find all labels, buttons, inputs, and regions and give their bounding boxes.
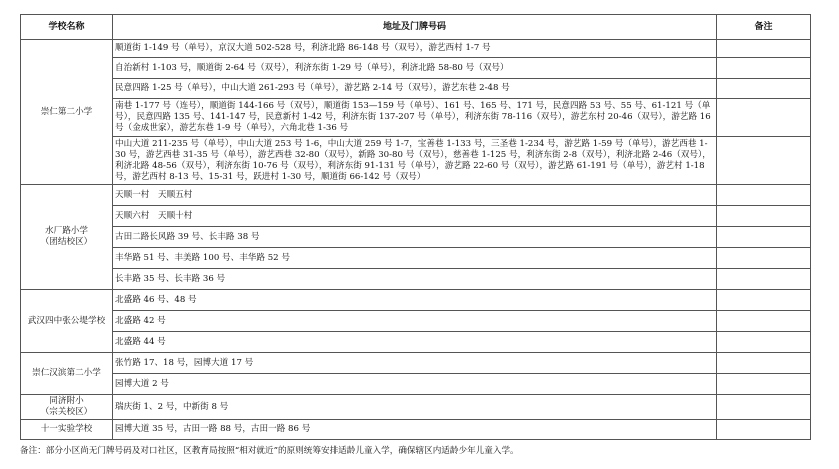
school-name-cell	[21, 353, 113, 395]
school-district-table	[20, 14, 811, 440]
table-row	[21, 58, 811, 79]
header-address: 地址及门牌号码	[113, 15, 717, 40]
table-row	[21, 374, 811, 395]
remark-cell	[717, 227, 811, 248]
remark-cell	[717, 311, 811, 332]
remark-cell	[717, 58, 811, 79]
remark-cell	[717, 40, 811, 58]
address-cell: 古田二路长风路 39 号、长丰路 38 号	[113, 227, 717, 248]
address-cell: 天顺一村 天顺五村	[113, 185, 717, 206]
remark-cell	[717, 395, 811, 420]
remark-cell	[717, 332, 811, 353]
table-row	[21, 311, 811, 332]
school-name-cell	[21, 185, 113, 290]
remark-cell	[717, 206, 811, 227]
table-row	[21, 420, 811, 440]
header-school: 学校名称	[21, 15, 113, 40]
remark-cell	[717, 353, 811, 374]
remark-cell	[717, 374, 811, 395]
remark-cell	[717, 99, 811, 137]
school-name-cell	[21, 290, 113, 353]
school-name-cell	[21, 395, 113, 420]
address-cell: 民意四路 1-25 号（单号），中山大道 261-293 号（单号），游艺路 2-14 号（双号），游艺东巷 2-48 号	[113, 79, 717, 99]
table-row	[21, 332, 811, 353]
address-cell: 园博大道 35 号，古田一路 88 号，古田一路 86 号	[113, 420, 717, 440]
remark-cell	[717, 79, 811, 99]
remark-cell	[717, 269, 811, 290]
school-campus: （宗关校区）	[40, 407, 93, 417]
table-row	[21, 353, 811, 374]
address-cell: 天顺六村 天顺十村	[113, 206, 717, 227]
table-row	[21, 248, 811, 269]
address-cell: 瑞庆街 1、2 号，中新街 8 号	[113, 395, 717, 420]
header-remark: 备注	[717, 15, 811, 40]
address-cell: 长丰路 35 号、长丰路 36 号	[113, 269, 717, 290]
school-name-cell	[21, 420, 113, 440]
remark-cell	[717, 185, 811, 206]
table-row	[21, 79, 811, 99]
remark-cell	[717, 137, 811, 185]
school-name: 崇仁第二小学	[40, 106, 93, 117]
address-cell: 南巷 1-177 号（连号），顺道街 144-166 号（双号），顺道街 153—159 号（单号）、161 号、165 号、171 号，民意四路 53 号、55 号、61-121 号（单号），民意四路 135 号、141-147 号，民意新村 1-42 号，利济东街 137-207 号（单号），利济东街 78-116（双号），游艺东村 20-46（双号），游艺路 16 号（金成世家），游艺东巷 1-9 号（单号），六角北巷 1-36 号	[113, 99, 717, 137]
footnote: 备注：部分小区尚无门牌号码及对口社区，区教育局按照“相对就近”的原则统筹安排适龄儿童入学，确保辖区内适龄少年儿童入学。	[20, 446, 519, 456]
school-name-cell	[21, 40, 113, 185]
school-name: 武汉四中张公堤学校	[27, 315, 106, 326]
address-cell: 园博大道 2 号	[113, 374, 717, 395]
address-cell: 顺道街 1-149 号（单号），京汉大道 502-528 号，利济北路 86-148 号（双号），游艺西村 1-7 号	[113, 40, 717, 58]
table-row	[21, 40, 811, 58]
table-row	[21, 137, 811, 185]
address-cell: 丰华路 51 号、丰美路 100 号、丰华路 52 号	[113, 248, 717, 269]
remark-cell	[717, 248, 811, 269]
table-row	[21, 269, 811, 290]
remark-cell	[717, 290, 811, 311]
remark-cell	[717, 420, 811, 440]
table-row	[21, 290, 811, 311]
table-row	[21, 185, 811, 206]
address-cell: 中山大道 211-235 号（单号），中山大道 253 号 1-6，中山大道 259 号 1-7，宝善巷 1-133 号，三圣巷 1-234 号，游艺路 1-59 号（单号），游艺西巷 1-30 号，游艺西巷 31-35 号（单号），游艺西巷 32-80（双号），新路 30-80 号（双号），慈善巷 1-125 号，利济东街 2-8（双号），利济北路 2-46（双号），利济北路 48-56（双号），利济东街 10-76 号（双号），利济东街 91-131 号（单号），游艺路 22-60 号（双号），游艺路 61-191 号（单号），游艺村 1-18 号，游艺西村 8-13 号、15-31 号，跃进村 1-30 号，顺道街 66-142 号（双号）	[113, 137, 717, 185]
address-cell: 张竹路 17、18 号，园博大道 17 号	[113, 353, 717, 374]
table-header-row	[21, 15, 811, 40]
school-name: 水厂路小学	[45, 226, 88, 236]
table-row	[21, 395, 811, 420]
school-name: 十一实验学校	[40, 424, 93, 434]
school-name: 崇仁汉滨第二小学	[32, 368, 101, 378]
table-row	[21, 206, 811, 227]
school-name: 同济附小	[49, 396, 84, 406]
address-cell: 北盛路 46 号、48 号	[113, 290, 717, 311]
address-cell: 自治新村 1-103 号，顺道街 2-64 号（双号），利济东街 1-29 号（单号），利济北路 58-80 号（双号）	[113, 58, 717, 79]
address-cell: 北盛路 42 号	[113, 311, 717, 332]
table-row	[21, 99, 811, 137]
address-cell: 北盛路 44 号	[113, 332, 717, 353]
school-campus: （团结校区）	[40, 237, 93, 247]
table-row	[21, 227, 811, 248]
